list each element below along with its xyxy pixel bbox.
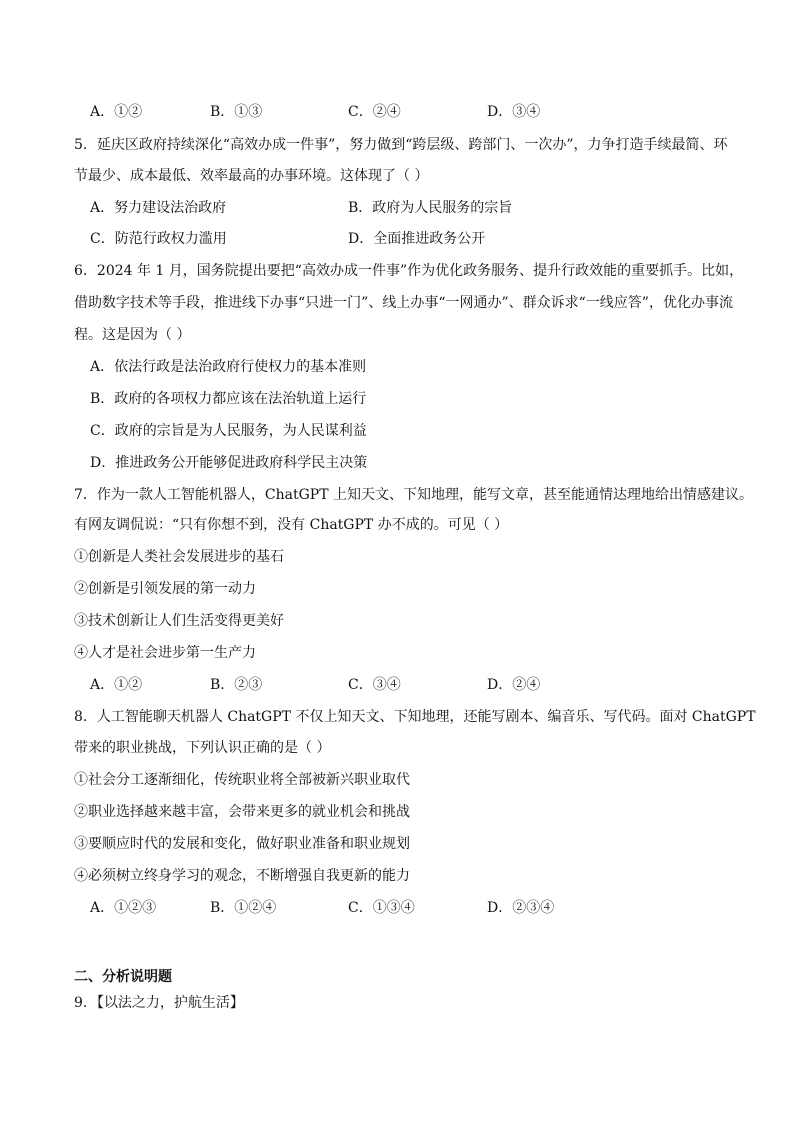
q4-option-b[interactable]: B．①③ xyxy=(210,104,263,120)
q7-option-b[interactable]: B．②③ xyxy=(210,677,263,693)
q6-option-c[interactable]: C．政府的宗旨是为人民服务，为人民谋利益 xyxy=(90,423,367,439)
q7-statement-1: ①创新是人类社会发展进步的基石 xyxy=(74,549,284,565)
q6-stem-line-2: 借助数字技术等手段，推进线下办事“只进一门”、线上办事“一网通办”、群众诉求“一线应答”，优化办事流 xyxy=(74,295,733,311)
q7-option-a[interactable]: A．①② xyxy=(90,677,143,693)
q6-option-b[interactable]: B．政府的各项权力都应该在法治轨道上运行 xyxy=(90,391,367,407)
q8-statement-1: ①社会分工逐渐细化，传统职业将全部被新兴职业取代 xyxy=(74,772,410,788)
q7-statement-2: ②创新是引领发展的第一动力 xyxy=(74,581,256,597)
q6-stem-line-3: 程。这是因为（ ） xyxy=(74,327,191,343)
q8-option-c[interactable]: C．①③④ xyxy=(348,900,415,916)
q5-option-c[interactable]: C．防范行政权力滥用 xyxy=(90,231,227,247)
q8-statement-2: ②职业选择越来越丰富，会带来更多的就业机会和挑战 xyxy=(74,804,410,820)
q5-option-a[interactable]: A．努力建设法治政府 xyxy=(90,200,227,216)
q4-option-d[interactable]: D．③④ xyxy=(487,104,541,120)
q8-option-b[interactable]: B．①②④ xyxy=(210,900,277,916)
q4-option-c[interactable]: C．②④ xyxy=(348,104,401,120)
q8-option-a[interactable]: A．①②③ xyxy=(90,900,157,916)
q6-option-d[interactable]: D．推进政务公开能够促进政府科学民主决策 xyxy=(90,455,368,471)
q5-option-b[interactable]: B．政府为人民服务的宗旨 xyxy=(348,200,513,216)
q5-stem-line-1: 5．延庆区政府持续深化“高效办成一件事”，努力做到“跨层级、跨部门、一次办”，力争打造手续最简、环 xyxy=(74,137,728,153)
q7-option-c[interactable]: C．③④ xyxy=(348,677,401,693)
q6-stem-line-1: 6．2024 年 1 月，国务院提出要把“高效办成一件事”作为优化政务服务、提升行政效能的重要抓手。比如， xyxy=(74,263,744,279)
q5-option-d[interactable]: D．全面推进政务公开 xyxy=(348,231,486,247)
q4-option-a[interactable]: A．①② xyxy=(90,104,143,120)
q7-stem-line-1: 7．作为一款人工智能机器人，ChatGPT 上知天文、下知地理，能写文章，甚至能通情达理地给出情感建议。 xyxy=(74,487,753,503)
q8-stem-line-1: 8．人工智能聊天机器人 ChatGPT 不仅上知天文、下知地理，还能写剧本、编音乐、写代码。面对 ChatGPT xyxy=(74,709,756,725)
q7-statement-4: ④人才是社会进步第一生产力 xyxy=(74,645,256,661)
q7-stem-line-2: 有网友调侃说：“只有你想不到，没有 ChatGPT 办不成的。可见（ ） xyxy=(74,517,509,533)
section-2-heading: 二、分析说明题 xyxy=(74,969,172,985)
q8-option-d[interactable]: D．②③④ xyxy=(487,900,555,916)
q9-title: 9．【以法之力，护航生活】 xyxy=(74,995,244,1011)
q7-statement-3: ③技术创新让人们生活变得更美好 xyxy=(74,613,284,629)
q5-stem-line-2: 节最少、成本最低、效率最高的办事环境。这体现了（ ） xyxy=(74,168,429,184)
q8-statement-4: ④必须树立终身学习的观念，不断增强自我更新的能力 xyxy=(74,868,410,884)
q8-statement-3: ③要顺应时代的发展和变化，做好职业准备和职业规划 xyxy=(74,836,410,852)
q6-option-a[interactable]: A．依法行政是法治政府行使权力的基本准则 xyxy=(90,359,367,375)
q7-option-d[interactable]: D．②④ xyxy=(487,677,541,693)
q8-stem-line-2: 带来的职业挑战，下列认识正确的是（ ） xyxy=(74,740,331,756)
